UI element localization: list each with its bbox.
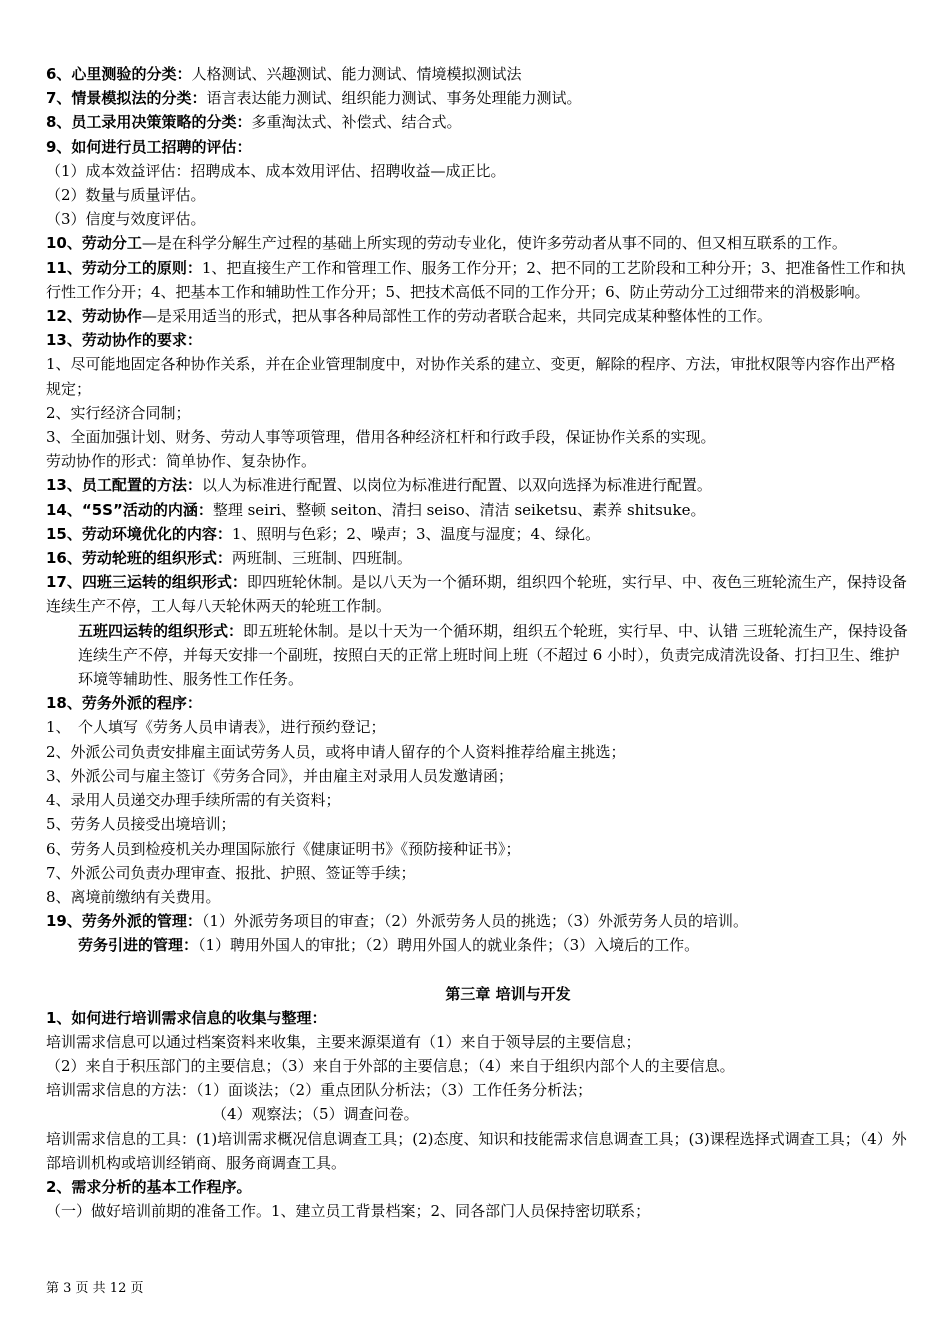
- paragraph-text: 培训需求信息的方法：（1）面谈法；（2）重点团队分析法；（3）工作任务分析法；: [46, 1081, 593, 1100]
- paragraph-heading: 18、劳务外派的程序：: [46, 694, 202, 713]
- paragraph: [46, 570, 910, 618]
- paragraph-heading: 11、劳动分工的原则：: [46, 258, 202, 277]
- paragraph-text: 3、全面加强计划、财务、劳动人事等项管理，借用各种经济杠杆和行政手段，保证协作关系的实现。: [46, 428, 716, 447]
- paragraph: [46, 86, 910, 110]
- paragraph-text: 以人为标准进行配置、以岗位为标准进行配置、以双向选择为标准进行配置。: [201, 476, 712, 495]
- paragraph-heading: 8、员工录用决策策略的分类：: [46, 113, 252, 132]
- paragraph: [46, 352, 910, 400]
- paragraph-text: 5、劳务人员接受出境培训；: [46, 815, 236, 834]
- paragraph: [46, 933, 910, 957]
- paragraph-text: （3）信度与效度评估。: [46, 210, 206, 229]
- paragraph-text: 6、劳务人员到检疫机关办理国际旅行《健康证明书》《预防接种证书》；: [46, 839, 521, 858]
- paragraph-heading: 2、需求分析的基本工作程序。: [46, 1177, 252, 1196]
- paragraph: [46, 328, 910, 352]
- paragraph: [46, 861, 910, 885]
- paragraph: [46, 1199, 910, 1223]
- paragraph: [46, 619, 910, 692]
- paragraph-text: 1、把直接生产工作和管理工作、服务工作分开；2、把不同的工艺阶段和工种分开；3、把准备性工作和执行性工作分开；4、把基本工作和辅助性工作分开；5、把技术高低不同的工作分开；6、防止劳动分工过细带来的消极影响。: [46, 258, 906, 301]
- paragraph: [46, 425, 910, 449]
- paragraph-text: —是在科学分解生产过程的基础上所实现的劳动专业化，使许多劳动者从事不同的、但又相互联系的工作。: [141, 234, 847, 253]
- paragraph-text: 培训需求信息可以通过档案资料来收集，主要来源渠道有（1）来自于领导层的主要信息；: [46, 1032, 641, 1051]
- paragraph: [46, 546, 910, 570]
- paragraph: [46, 449, 910, 473]
- paragraph: [46, 1127, 910, 1175]
- paragraph-text: （1）聘用外国人的审批；（2）聘用外国人的就业条件；（3）入境后的工作。: [198, 936, 700, 955]
- paragraph: [46, 715, 910, 739]
- paragraph-heading: 16、劳动轮班的组织形式：: [46, 549, 232, 568]
- paragraph-text: 4、录用人员递交办理手续所需的有关资料；: [46, 791, 341, 810]
- paragraph: [46, 256, 910, 304]
- paragraph-text: 人格测试、兴趣测试、能力测试、情境模拟测试法: [191, 65, 522, 83]
- paragraph-text: （一）做好培训前期的准备工作。1、建立员工背景档案；2、同各部门人员保持密切联系；: [46, 1202, 651, 1221]
- paragraph-text: —是采用适当的形式，把从事各种局部性工作的劳动者联合起来，共同完成某种整体性的工作。: [141, 307, 772, 326]
- paragraph-text: 即五班轮休制。是以十天为一个循环期，组织五个轮班，实行早、中、认错 三班轮流生产，保持设备连续生产不停，并每天安排一个副班，按照白天的正常上班时间上班（不超过 6 小时），负责完成清洗设备、打扫卫生、维护环境等辅助性、服务性工作任务。: [78, 621, 908, 689]
- paragraph: [46, 159, 910, 183]
- paragraph-heading: 17、四班三运转的组织形式：: [46, 573, 247, 592]
- paragraph: [46, 401, 910, 425]
- paragraph: [46, 110, 910, 134]
- paragraph-text: 1、 个人填写《劳务人员申请表》，进行预约登记；: [46, 718, 386, 737]
- paragraph-text: 8、离境前缴纳有关费用。: [46, 887, 221, 906]
- paragraph-heading: 9、如何进行员工招聘的评估：: [46, 137, 252, 156]
- paragraph: [46, 837, 910, 861]
- paragraph-text: 劳动协作的形式：简单协作、复杂协作。: [46, 452, 317, 471]
- paragraph-text: 1、照明与色彩；2、噪声；3、温度与湿度；4、绿化。: [231, 524, 601, 543]
- paragraph-text: （2）数量与质量评估。: [46, 186, 206, 205]
- paragraph-heading: 五班四运转的组织形式：: [78, 621, 244, 640]
- paragraph: [46, 740, 910, 764]
- paragraph-heading: 7、情景模拟法的分类：: [46, 89, 207, 108]
- paragraph: [46, 1078, 910, 1102]
- paragraph-heading: 1、如何进行培训需求信息的收集与整理：: [46, 1008, 327, 1027]
- paragraph-text: 3、外派公司与雇主签订《劳务合同》，并由雇主对录用人员发邀请函；: [46, 766, 514, 785]
- paragraph-text: 即四班轮休制。是以八天为一个循环期，组织四个轮班，实行早、中、夜色三班轮流生产，保持设备连续生产不停，工人每八天轮休两天的轮班工作制。: [46, 573, 907, 616]
- document-body: [46, 62, 910, 1223]
- paragraph: [46, 691, 910, 715]
- paragraph: [46, 909, 910, 933]
- paragraph-text: （1）成本效益评估：招聘成本、成本效用评估、招聘收益—成正比。: [46, 161, 506, 180]
- paragraph: [46, 1030, 910, 1054]
- paragraph-text: 1、尽可能地固定各种协作关系，并在企业管理制度中，对协作关系的建立、变更，解除的程序、方法，审批权限等内容作出严格规定；: [46, 355, 896, 398]
- section-list-1: [46, 62, 910, 958]
- paragraph-heading: 19、劳务外派的管理：: [46, 912, 202, 931]
- paragraph: [46, 1175, 910, 1199]
- paragraph-text: （4）观察法；（5）调查问卷。: [212, 1105, 419, 1124]
- paragraph-heading: 15、劳动环境优化的内容：: [46, 524, 232, 543]
- paragraph-text: 培训需求信息的工具：(1)培训需求概况信息调查工具；(2)态度、知识和技能需求信息调查工具；(3)课程选择式调查工具；（4）外部培训机构或培训经销商、服务商调查工具。: [46, 1129, 907, 1172]
- paragraph-heading: 10、劳动分工: [46, 234, 142, 253]
- paragraph: [46, 135, 910, 159]
- paragraph: [46, 304, 910, 328]
- section-gap: [46, 958, 910, 982]
- paragraph-text: 2、实行经济合同制；: [46, 403, 191, 422]
- paragraph: [46, 62, 910, 86]
- paragraph-text: 7、外派公司负责办理审查、报批、护照、签证等手续；: [46, 863, 416, 882]
- paragraph-text: 2、外派公司负责安排雇主面试劳务人员，或将申请人留存的个人资料推荐给雇主挑选；: [46, 742, 626, 761]
- paragraph-text: 两班制、三班制、四班制。: [231, 549, 412, 568]
- paragraph: [46, 885, 910, 909]
- paragraph-heading: 6、心里测验的分类：: [46, 65, 192, 83]
- paragraph: [46, 1006, 910, 1030]
- paragraph: [46, 764, 910, 788]
- paragraph-text: 多重淘汰式、补偿式、结合式。: [251, 113, 462, 132]
- page-footer: 第 3 页 共 12 页: [46, 1281, 144, 1296]
- paragraph-text: 整理 seiri、整顿 seiton、清扫 seiso、清洁 seiketsu、素养 shitsuke。: [212, 500, 706, 519]
- paragraph: [46, 1054, 910, 1078]
- paragraph: [46, 207, 910, 231]
- paragraph-heading: 13、员工配置的方法：: [46, 476, 202, 495]
- paragraph-heading: 劳务引进的管理：: [78, 936, 199, 955]
- paragraph: [46, 812, 910, 836]
- paragraph-heading: 14、“5S”活动的内涵：: [46, 500, 213, 519]
- paragraph: [46, 183, 910, 207]
- chapter-title: 第三章 培训与开发: [445, 984, 571, 1003]
- paragraph-heading: 12、劳动协作: [46, 307, 142, 326]
- paragraph: [46, 473, 910, 497]
- paragraph: [46, 498, 910, 522]
- paragraph: [46, 1102, 910, 1126]
- section-list-2: [46, 1006, 910, 1224]
- paragraph-text: （1）外派劳务项目的审查；（2）外派劳务人员的挑选；（3）外派劳务人员的培训。: [201, 912, 749, 931]
- paragraph: [46, 788, 910, 812]
- paragraph: [46, 522, 910, 546]
- paragraph-text: （2）来自于积压部门的主要信息；（3）来自于外部的主要信息；（4）来自于组织内部个人的主要信息。: [46, 1056, 735, 1075]
- paragraph-heading: 13、劳动协作的要求：: [46, 331, 202, 350]
- paragraph: [46, 231, 910, 255]
- paragraph-text: 语言表达能力测试、组织能力测试、事务处理能力测试。: [206, 89, 582, 108]
